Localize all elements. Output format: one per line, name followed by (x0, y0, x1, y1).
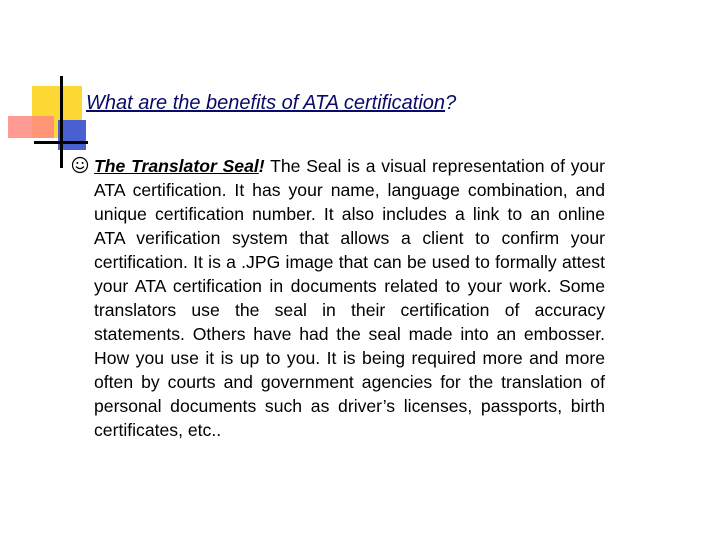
smiley-icon (71, 156, 89, 174)
bullet-lead-text: The Translator Seal (94, 156, 259, 176)
slide-title-text: What are the benefits of ATA certification (86, 92, 446, 114)
bullet-paragraph (94, 154, 605, 442)
decor-red-square (8, 116, 54, 138)
bullet-lead (94, 156, 265, 176)
decor-horizontal-line (34, 141, 88, 144)
decor-vertical-line (60, 76, 63, 168)
slide-title-question-mark: ? (445, 92, 457, 114)
slide-title (86, 92, 456, 115)
bullet-lead-exclamation: ! (258, 156, 265, 176)
bullet-body-text: The Seal is a visual representation of your ATA certification. It has your name, language combination, and unique certification number. It also includes a link to an online ATA verification system that allows a client to confirm your certification. It is a .JPG image that can be used to formally attest your ATA certification in documents related to your work. Some translators use the seal in their certification of accuracy statements. Others have had the seal made into an embosser. How you use it is up to you. It is being required more and more often by courts and government agencies for the translation of personal documents such as driver’s licenses, passports, birth certificates, etc.. (94, 156, 605, 440)
